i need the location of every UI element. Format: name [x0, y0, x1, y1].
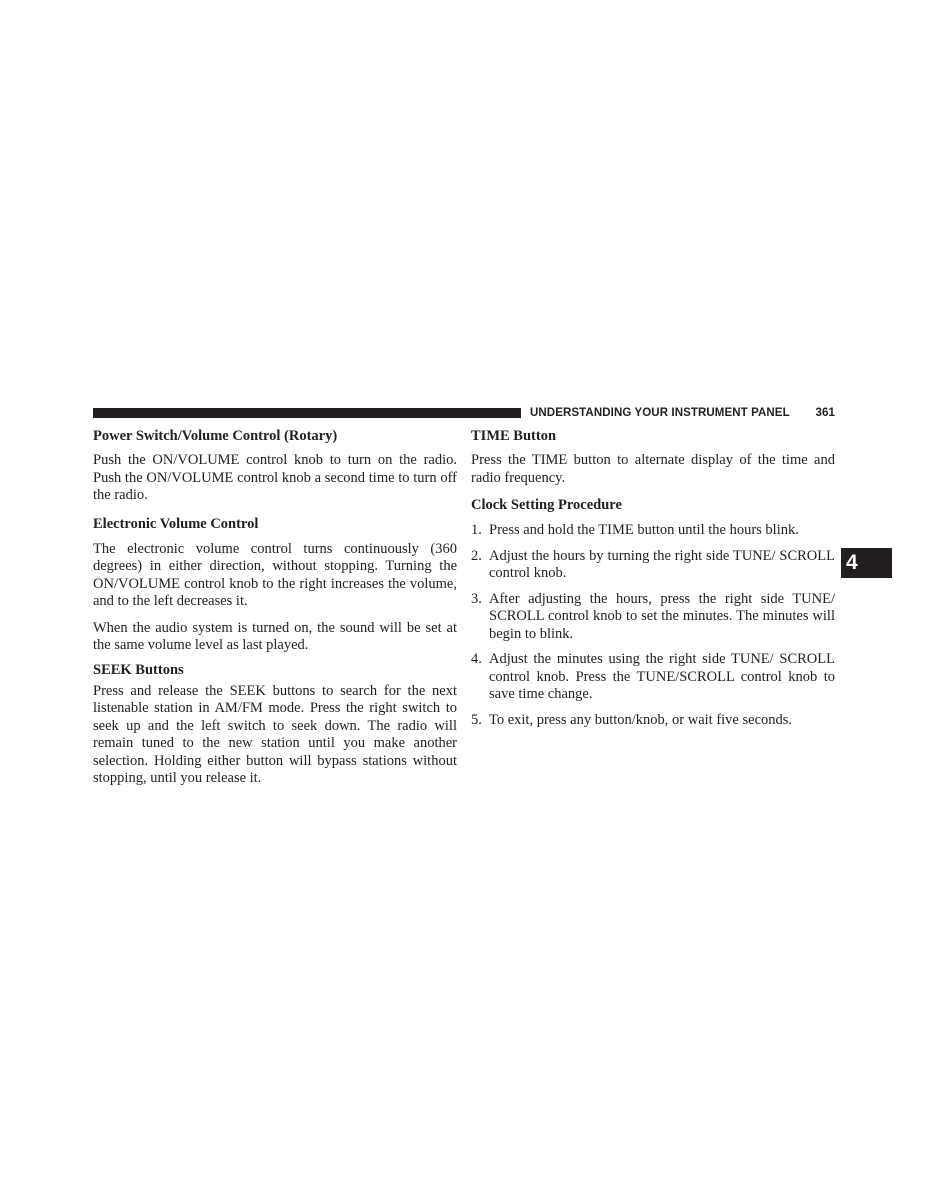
time-button-text: Press the TIME button to alternate display of the time and radio frequency.: [471, 452, 835, 486]
time-button-heading: TIME Button: [471, 428, 557, 444]
page-number: 361: [815, 407, 835, 419]
list-item: 2. Adjust the hours by turning the right side TUNE/ SCROLL control knob.: [471, 547, 835, 581]
seek-buttons-text: Press and release the SEEK buttons to search for the next listenable station in AM/FM mode. Press the right switch to seek up and the left switch to seek down. The radio will remain tuned to the new station until you make another selection. Holding either button will bypass stations without stopping, until you release it.: [93, 682, 457, 786]
seek-buttons-heading: SEEK Buttons: [93, 661, 184, 678]
list-item: 3. After adjusting the hours, press the right side TUNE/ SCROLL control knob to set the minutes. The minutes will begin to blink.: [471, 590, 835, 642]
section-title: UNDERSTANDING YOUR INSTRUMENT PANEL: [530, 407, 790, 419]
header-rule: [93, 408, 521, 418]
audio-on-text: When the audio system is turned on, the sound will be set at the same volume level as last played.: [93, 619, 457, 653]
list-item: 4. Adjust the minutes using the right side TUNE/ SCROLL control knob. Press the TUNE/SCROLL control knob to save time change.: [471, 651, 835, 702]
running-header: [530, 404, 835, 422]
list-item: 1. Press and hold the TIME button until the hours blink.: [471, 522, 799, 538]
power-switch-heading: Power Switch/Volume Control (Rotary): [93, 428, 338, 444]
clock-steps-list: [471, 522, 835, 729]
power-switch-text: Push the ON/VOLUME control knob to turn on the radio. Push the ON/VOLUME control knob a second time to turn off the radio.: [93, 452, 457, 503]
electronic-volume-heading: Electronic Volume Control: [93, 515, 259, 532]
chapter-tab: 4: [841, 548, 892, 578]
right-column: [471, 427, 835, 737]
left-column: [93, 427, 457, 788]
clock-setting-heading: Clock Setting Procedure: [471, 497, 622, 513]
list-item: 5. To exit, press any button/knob, or wait five seconds.: [471, 711, 793, 728]
electronic-volume-text: The electronic volume control turns continuously (360 degrees) in either direction, without stopping. Turning the ON/VOLUME control knob to the right increases the volume, and to the left decreases it.: [93, 540, 457, 609]
